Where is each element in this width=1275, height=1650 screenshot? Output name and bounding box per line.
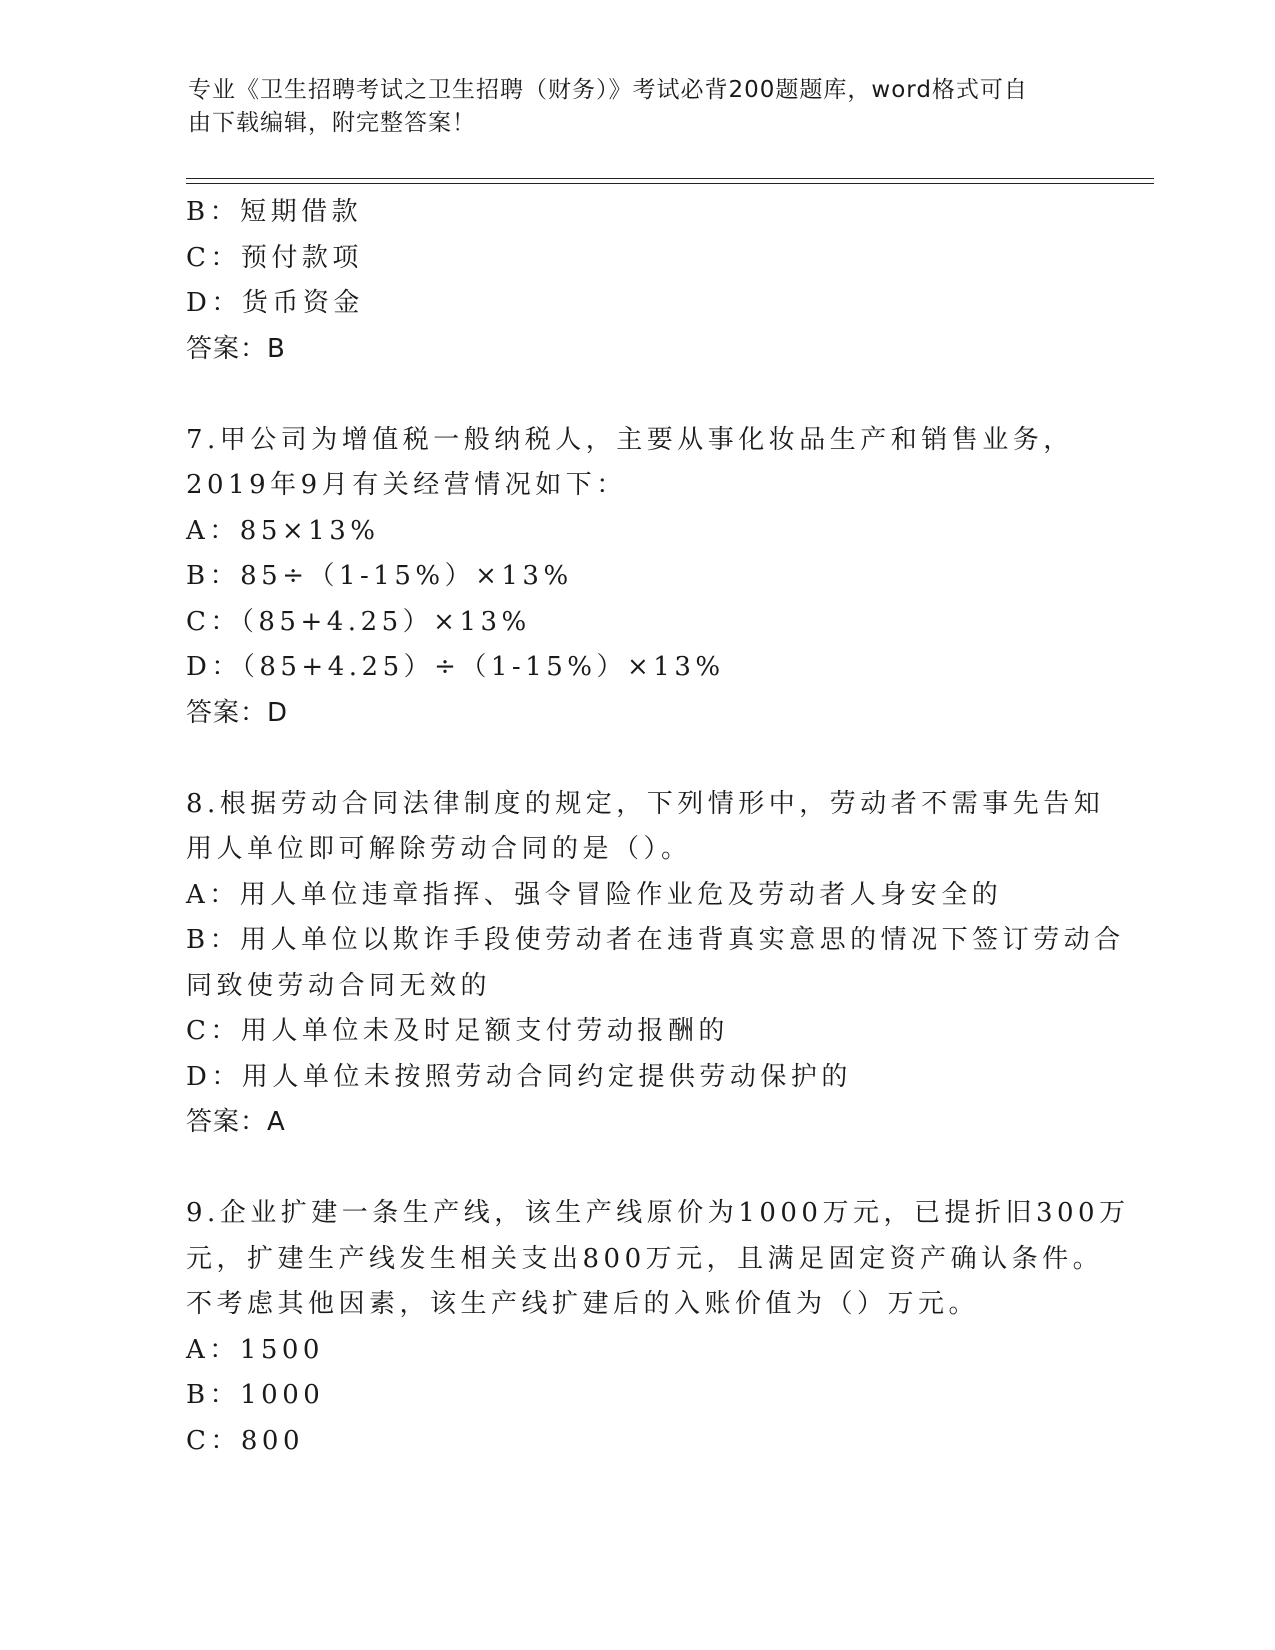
spacer [186,372,1086,418]
question-6 [186,190,1086,372]
header-line-2: 由下载编辑，附完整答案！ [188,110,476,136]
option-a: A：85×13% [186,515,380,546]
question-stem: 8.根据劳动合同法律制度的规定，下列情形中，劳动者不需事先告知 [186,788,1105,819]
option-d: D：货币资金 [186,288,364,318]
option-a: A：1500 [186,1334,324,1365]
question-8 [186,782,1125,1146]
option-d: D：（85+4.25）÷（1-15%）×13% [186,652,725,682]
question-7 [186,418,1086,737]
option-c: C：用人单位未及时足额支付劳动报酬的 [186,1016,729,1046]
option-b: B：用人单位以欺诈手段使劳动者在违背真实意思的情况下签订劳动合 [186,925,1125,955]
question-list [186,190,1130,1464]
option-a: A：用人单位违章指挥、强令冒险作业危及劳动者人身安全的 [186,879,1003,910]
option-b: B：短期借款 [186,197,363,227]
answer-line: 答案：D [186,697,289,728]
answer-line: 答案：B [186,333,286,364]
header-divider-bottom [186,183,1154,184]
question-stem: 元，扩建生产线发生相关支出800万元，且满足固定资产确认条件。 [186,1243,1104,1274]
spacer [186,736,1086,782]
option-b: B：1000 [186,1380,325,1410]
question-stem: 9.企业扩建一条生产线，该生产线原价为1000万元，已提折旧300万 [186,1198,1130,1228]
option-b: B：85÷（1-15%）×13% [186,561,573,591]
option-c: C：800 [186,1425,305,1456]
header-line-1: 专业《卫生招聘考试之卫生招聘（财务）》考试必背200题题库，word格式可自 [188,77,1028,103]
header-divider-top [186,178,1154,179]
option-b-continued: 同致使劳动合同无效的 [186,970,492,1001]
option-c: C：（85+4.25）×13% [186,606,531,637]
question-stem: 用人单位即可解除劳动合同的是（）。 [186,834,692,864]
answer-line: 答案：A [186,1107,286,1137]
question-stem: 7.甲公司为增值税一般纳税人，主要从事化妆品生产和销售业务， [186,424,1074,455]
option-c: C：预付款项 [186,242,363,273]
question-9 [186,1191,1130,1464]
document-header [188,74,1088,140]
option-d: D：用人单位未按照劳动合同约定提供劳动保护的 [186,1061,852,1092]
spacer [186,1146,1086,1192]
question-stem: 不考虑其他因素，该生产线扩建后的入账价值为（）万元。 [186,1289,980,1319]
question-stem: 2019年9月有关经营情况如下： [186,470,627,500]
